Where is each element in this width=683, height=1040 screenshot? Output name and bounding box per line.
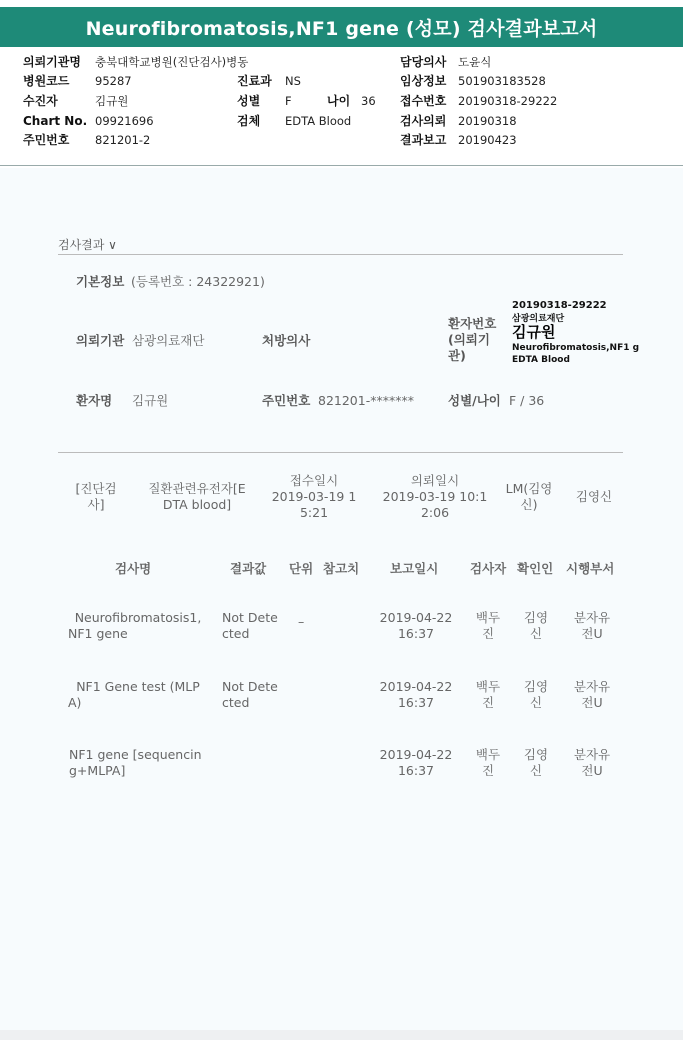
doctor-value: 도윤식 (458, 55, 492, 69)
basic-info-label: 기본정보 (76, 274, 125, 289)
row-dept: 분자유 전U (573, 679, 611, 710)
hospital-code-label: 병원코드 (23, 74, 70, 88)
rrn-value: 821201-******* (318, 393, 414, 408)
header-test-name: 검사명 (115, 561, 152, 576)
requester-value: 삼광의료재단 (132, 333, 205, 348)
row-result: Not Dete cted (222, 610, 278, 641)
report-header (0, 47, 683, 166)
institution-value: 충북대학교병원(진단검사)병동 (95, 55, 249, 69)
dept-value: NS (285, 74, 301, 88)
row-checker: 김영 신 (523, 610, 549, 641)
specimen-value: EDTA Blood (285, 114, 352, 128)
age-value: 36 (361, 94, 376, 108)
order-test: 질환관련유전자[E DTA blood] (148, 481, 246, 512)
sticker-test: Neurofibromatosis,NF1 g (512, 343, 640, 353)
row-test-name: NF1 Gene test (MLP A) (68, 679, 200, 710)
patient-no-label-3: 관) (448, 348, 466, 363)
sex-age-value: F / 36 (509, 393, 545, 408)
receipt-label: 접수번호 (400, 94, 447, 108)
institution-label: 의뢰기관명 (23, 55, 81, 69)
row-checker: 김영 신 (523, 679, 549, 710)
patient-no-label-2: (의뢰기 (448, 332, 490, 347)
sticker-name: 김규원 (512, 323, 556, 341)
requester-label: 의뢰기관 (76, 333, 125, 348)
clinical-label: 임상정보 (400, 74, 447, 88)
order-category: [진단검 사] (75, 481, 117, 512)
row-unit: – (298, 614, 305, 629)
chart-label: Chart No. (23, 114, 88, 128)
section-title: 검사결과 ∨ (58, 238, 117, 252)
receipt-value: 20190318-29222 (458, 94, 558, 108)
scanned-document (0, 168, 683, 1030)
order-doctor: 김영신 (575, 489, 613, 504)
row-dept: 분자유 전U (573, 747, 611, 778)
row-test-name: Neurofibromatosis1, NF1 gene (68, 610, 202, 641)
id-value: 821201-2 (95, 133, 151, 147)
order-lm: LM(김영 신) (505, 481, 553, 512)
order-requested: 의뢰일시 2019-03-19 10:1 2:06 (382, 473, 488, 520)
header-checker: 확인인 (517, 561, 554, 576)
row-result: Not Dete cted (222, 679, 278, 710)
divider (58, 254, 623, 255)
divider (58, 452, 623, 453)
header-report-date: 보고일시 (390, 561, 439, 576)
header-unit: 단위 (289, 561, 314, 576)
sticker-receipt: 20190318-29222 (512, 300, 607, 311)
row-tester: 백두 진 (475, 610, 501, 641)
dept-label: 진료과 (237, 74, 272, 88)
row-checker: 김영 신 (523, 747, 549, 778)
order-received: 접수일시 2019-03-19 1 5:21 (271, 473, 357, 520)
patient-no-label: 환자번호 (448, 316, 497, 331)
sex-age-label: 성별/나이 (448, 393, 501, 408)
patient-label: 수진자 (23, 94, 58, 108)
sticker-lab: 삼광의료재단 (512, 314, 565, 324)
sticker-specimen: EDTA Blood (512, 355, 570, 365)
report-date-value: 20190423 (458, 133, 517, 147)
request-value: 20190318 (458, 114, 517, 128)
row-tester: 백두 진 (475, 747, 501, 778)
age-label: 나이 (327, 94, 351, 108)
specimen-label-sticker (510, 300, 675, 370)
id-label: 주민번호 (23, 133, 70, 147)
report-date-label: 결과보고 (400, 133, 447, 147)
patient-name-label: 환자명 (76, 393, 113, 408)
header-reference: 참고치 (323, 561, 360, 576)
row-test-name: NF1 gene [sequencin g+MLPA] (69, 747, 202, 778)
header-dept: 시행부서 (566, 561, 615, 576)
header-tester: 검사자 (470, 561, 507, 576)
row-report-date: 2019-04-22 16:37 (379, 610, 453, 641)
chart-value: 09921696 (95, 114, 154, 128)
prescriber-label: 처방의사 (262, 333, 311, 348)
header-result: 결과값 (230, 561, 267, 576)
patient-value: 김규원 (95, 94, 129, 108)
row-tester: 백두 진 (475, 679, 501, 710)
request-label: 검사의뢰 (400, 114, 447, 128)
report-title: Neurofibromatosis,NF1 gene (성모) 검사결과보고서 (0, 7, 683, 47)
row-dept: 분자유 전U (573, 610, 611, 641)
patient-name-value: 김규원 (132, 393, 169, 408)
registration-number: (등록번호 : 24322921) (131, 274, 265, 289)
rrn-label: 주민번호 (262, 393, 311, 408)
hospital-code-value: 95287 (95, 74, 132, 88)
specimen-label: 검체 (237, 114, 261, 128)
sex-label: 성별 (237, 94, 261, 108)
page-footer-strip (0, 1030, 683, 1040)
row-report-date: 2019-04-22 16:37 (379, 679, 453, 710)
doctor-label: 담당의사 (400, 55, 447, 69)
sex-value: F (285, 94, 292, 108)
row-report-date: 2019-04-22 16:37 (379, 747, 453, 778)
clinical-value: 501903183528 (458, 74, 546, 88)
